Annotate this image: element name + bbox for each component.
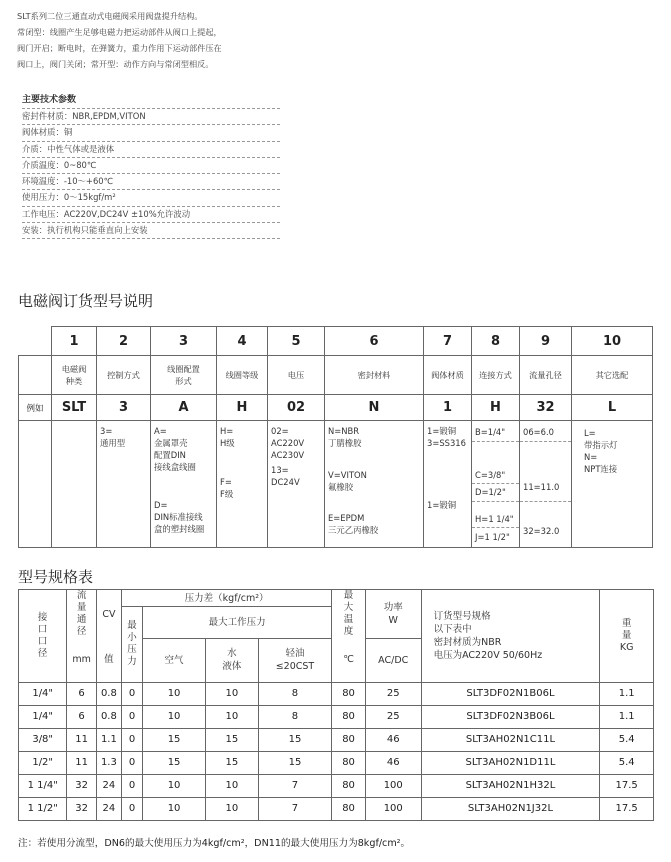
intro-line: 阀门开启；断电时，在弹簧力，重力作用下运动部件压在 [17,43,222,53]
options-cell [52,421,97,548]
spec-row: 安装：执行机构只能垂直向上安装 [22,223,280,239]
example-code: L [572,395,653,421]
spec-row: 阀体材质：铜 [22,125,280,141]
order-number-row [19,327,653,356]
table-cell: 15 [143,728,206,751]
table-cell: 0 [122,797,143,820]
table-cell: 11 [67,728,96,751]
order-example-row [19,395,653,421]
table-cell: 1/2" [19,751,67,774]
blank-cell [19,356,52,395]
spec-table [18,589,654,821]
position-caption: 密封材料 [325,356,424,395]
order-code-table [18,326,653,548]
table-cell: 1 1/4" [19,774,67,797]
table-row [19,705,654,728]
option-text: B=1/4" [475,427,506,437]
table-cell: 6 [67,682,96,705]
option-text: 13= DC24V [271,465,300,487]
position-caption: 控制方式 [97,356,151,395]
table-cell: SLT3AH02N1H32L [421,774,600,797]
spec-row: 环境温度：-10～+60℃ [22,174,280,190]
options-cell-coil-class [217,421,268,548]
intro-paragraph [17,8,337,72]
position-number: 4 [217,327,268,356]
example-code: 02 [268,395,325,421]
options-cell-connection [472,421,520,548]
header-oil: 轻油 ≤20CST [258,638,332,682]
table-cell: 17.5 [600,774,654,797]
table-cell: 25 [365,705,421,728]
option-text: D=1/2" [475,487,506,497]
order-caption-row [19,356,653,395]
table-cell: 15 [206,751,259,774]
position-number: 5 [268,327,325,356]
table-cell: 0 [122,728,143,751]
header-flow-unit: mm [67,638,96,682]
header-power: 功率 W [365,590,421,639]
header-cv: CV [96,590,121,639]
table-row [19,751,654,774]
table-cell: 80 [332,797,366,820]
table-cell: SLT3AH02N1C11L [421,728,600,751]
table-cell: 15 [206,728,259,751]
header-max-temp: 最 大 温 度 [332,590,366,639]
table-cell: SLT3AH02N1J32L [421,797,600,820]
spec-row: 使用压力：0～15kgf/m² [22,190,280,206]
specs-title: 主要技术参数 [22,95,77,105]
table-cell: 25 [365,682,421,705]
spec-row: 密封件材质：NBR,EPDM,VITON [22,108,280,125]
footnote: 注：若使用分流型，DN6的最大使用压力为4kgf/cm²，DN11的最大使用压力为8kgf/cm²。 [18,838,411,849]
options-cell-extras [572,421,653,548]
table-cell: 0 [122,705,143,728]
table-row [19,728,654,751]
dashed-divider [520,501,571,502]
example-code: A [151,395,217,421]
table-cell: 15 [143,751,206,774]
position-caption: 线圈等级 [217,356,268,395]
option-text: F= F级 [220,477,234,499]
blank-cell [19,421,52,548]
table-cell: 10 [143,705,206,728]
table-cell: 1.1 [600,682,654,705]
position-number: 1 [52,327,97,356]
position-caption: 电压 [268,356,325,395]
option-text: 02= AC220V AC230V [271,426,305,460]
option-text: E=EPDM 三元乙丙橡胶 [328,513,379,535]
table-cell: 1/4" [19,682,67,705]
header-cv-sub: 值 [96,638,121,682]
example-code: N [325,395,424,421]
header-min-pressure: 最 小 压 力 [122,607,143,683]
spec-table-heading: 型号规格表 [18,568,94,586]
options-cell-voltage [268,421,325,548]
table-cell: 0 [122,751,143,774]
example-code: H [472,395,520,421]
option-text: N=NBR 丁腈橡胶 [328,426,362,448]
options-cell-coil-form [151,421,217,548]
example-code: 1 [424,395,472,421]
options-cell-control [97,421,151,548]
table-cell: 15 [258,751,332,774]
table-cell: 80 [332,751,366,774]
position-number: 7 [424,327,472,356]
table-cell: 100 [365,774,421,797]
position-number: 6 [325,327,424,356]
table-cell: 10 [143,774,206,797]
table-cell: 1.1 [96,728,121,751]
header-max-work-pressure: 最大工作压力 [143,607,332,639]
table-cell: 32 [67,774,96,797]
order-heading: 电磁阀订货型号说明 [18,292,154,310]
table-cell: 5.4 [600,751,654,774]
table-cell: 46 [365,751,421,774]
spec-row: 介质：中性气体或是液体 [22,142,280,158]
table-cell: 32 [67,797,96,820]
blank-cell [19,327,52,356]
example-code: H [217,395,268,421]
example-label: 例如 [19,395,52,421]
header-temp-unit: ℃ [332,638,366,682]
position-caption: 连接方式 [472,356,520,395]
table-cell: 24 [96,774,121,797]
spec-table-body [19,682,654,820]
position-number: 10 [572,327,653,356]
table-row [19,682,654,705]
header-water: 水 液体 [206,638,259,682]
spec-row: 介质温度：0~80℃ [22,158,280,174]
table-cell: 10 [206,797,259,820]
option-text: 11=11.0 [523,482,560,492]
table-cell: 80 [332,705,366,728]
table-cell: 5.4 [600,728,654,751]
position-number: 2 [97,327,151,356]
example-code: SLT [52,395,97,421]
table-cell: 10 [143,797,206,820]
option-text: V=VITON 氟橡胶 [328,470,367,492]
table-cell: 11 [67,751,96,774]
option-text: A= 金属罩壳 配置DIN 接线盒线圈 [154,426,196,472]
option-text: J=1 1/2" [475,532,510,542]
table-cell: 1 1/2" [19,797,67,820]
table-cell: 100 [365,797,421,820]
option-text: D= DIN标准接线 盒的塑封线圈 [154,500,205,534]
option-text: L= 带指示灯 N= NPT连接 [584,428,618,474]
table-cell: 80 [332,682,366,705]
specs-list [22,108,280,239]
table-row [19,797,654,820]
order-options-row [19,421,653,548]
option-text: 3= 通用型 [100,426,126,448]
table-cell: 46 [365,728,421,751]
dashed-divider [472,501,519,502]
table-cell: 7 [258,774,332,797]
options-cell-seal [325,421,424,548]
table-cell: 1/4" [19,705,67,728]
table-cell: 10 [206,705,259,728]
table-cell: 0 [122,774,143,797]
header-model: 订货型号规格 以下表中 密封材质为NBR 电压为AC220V 50/60Hz [421,590,600,683]
dashed-divider [472,441,519,442]
position-number: 8 [472,327,520,356]
header-flow: 流 量 通 径 [67,590,96,639]
table-cell: SLT3DF02N1B06L [421,682,600,705]
table-cell: 8 [258,682,332,705]
intro-line: 阀口上，阀门关闭；常开型：动作方向与常闭型相反。 [17,59,214,69]
position-number: 9 [520,327,572,356]
table-cell: 80 [332,774,366,797]
table-cell: 1.1 [600,705,654,728]
option-text: H= H级 [220,426,235,448]
table-cell: 17.5 [600,797,654,820]
table-cell: 80 [332,728,366,751]
table-cell: 10 [206,774,259,797]
table-cell: 8 [258,705,332,728]
table-cell: 0.8 [96,705,121,728]
intro-line: 常闭型：线圈产生足够电磁力把运动部件从阀口上提起， [17,27,222,37]
table-cell: 3/8" [19,728,67,751]
header-weight: 重 量 KG [600,590,654,683]
options-cell-orifice [520,421,572,548]
dashed-divider [472,483,519,484]
table-cell: 1.3 [96,751,121,774]
option-text: H=1 1/4" [475,514,514,524]
intro-line: SLT系列二位三通直动式电磁阀采用阀盘提升结构。 [17,11,203,21]
option-text: C=3/8" [475,470,506,480]
option-text: 32=32.0 [523,526,560,536]
table-cell: 10 [143,682,206,705]
dashed-divider [472,527,519,528]
position-caption: 流量孔径 [520,356,572,395]
table-cell: 0.8 [96,682,121,705]
header-air: 空气 [143,638,206,682]
table-cell: SLT3AH02N1D11L [421,751,600,774]
option-text: 1=锻铜 3=SS316 [427,426,466,448]
table-row [19,774,654,797]
table-cell: SLT3DF02N3B06L [421,705,600,728]
position-caption: 线圈配置 形式 [151,356,217,395]
spec-row: 工作电压：AC220V,DC24V ±10%允许波动 [22,207,280,223]
option-text: 1=锻铜 [427,500,457,510]
header-port-size: 接 口 口 径 [19,590,67,683]
header-acdc: AC/DC [365,638,421,682]
position-caption: 阀体材质 [424,356,472,395]
position-caption: 其它选配 [572,356,653,395]
table-cell: 6 [67,705,96,728]
table-cell: 7 [258,797,332,820]
example-code: 32 [520,395,572,421]
example-code: 3 [97,395,151,421]
table-cell: 10 [206,682,259,705]
table-cell: 24 [96,797,121,820]
position-number: 3 [151,327,217,356]
position-caption: 电磁阀 种类 [52,356,97,395]
table-cell: 15 [258,728,332,751]
table-cell: 0 [122,682,143,705]
dashed-divider [520,441,571,442]
header-pressure-diff: 压力差（kgf/cm²） [122,590,332,607]
options-cell-body [424,421,472,548]
option-text: 06=6.0 [523,427,554,437]
